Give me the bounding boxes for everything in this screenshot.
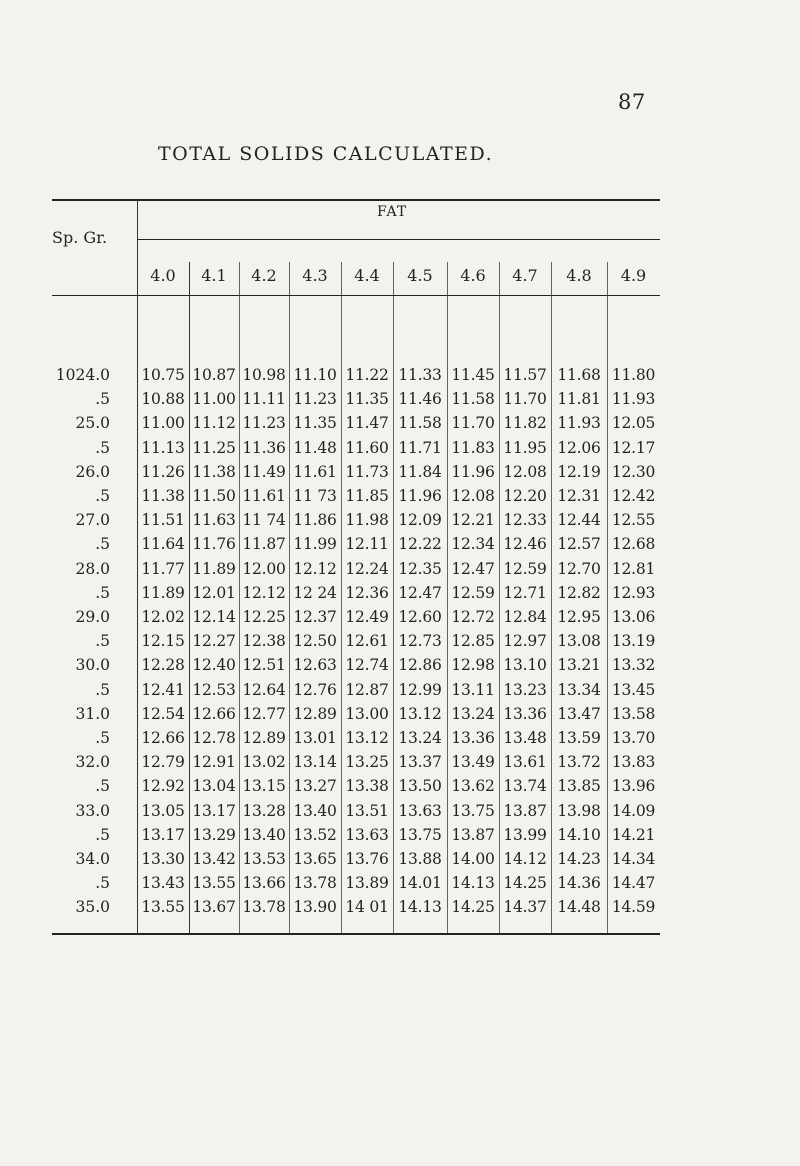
- page-number: 87: [618, 90, 646, 114]
- header-rule: [52, 295, 660, 296]
- table-cell: 12.61: [345, 632, 389, 651]
- table-cell: 11.83: [451, 438, 495, 457]
- table-cell: 14.36: [557, 874, 601, 893]
- sp-gr-value: .5: [95, 777, 110, 796]
- table-cell: 13.34: [557, 680, 601, 699]
- table-cell: 13.23: [503, 680, 547, 699]
- table-cell: 13.96: [611, 777, 656, 796]
- table-cell: 10.75: [141, 366, 185, 384]
- table-cell: 12.76: [293, 680, 337, 699]
- table-cell: 13.90: [293, 898, 337, 917]
- table-cell: 11.95: [503, 438, 547, 457]
- table-cell: 12 24: [293, 583, 337, 602]
- sp-gr-value: 28.0: [75, 559, 110, 578]
- table-cell: 13.74: [503, 777, 547, 796]
- table-cell: 12.72: [451, 608, 495, 626]
- sp-gr-value: .5: [95, 729, 110, 747]
- table-cell: 12.41: [141, 680, 185, 699]
- fat-column-header: 4.0: [150, 266, 176, 285]
- table-cell: 12.86: [398, 656, 442, 675]
- fat-column-header: 4.1: [201, 266, 227, 285]
- sp-gr-value: .5: [95, 680, 110, 699]
- table-cell: 11.57: [503, 366, 547, 384]
- table-cell: 13.72: [557, 753, 601, 772]
- table-cell: 12.51: [242, 656, 286, 675]
- table-cell: 11.98: [345, 511, 389, 530]
- table-cell: 11 73: [293, 487, 337, 505]
- table-cell: 12.89: [293, 704, 337, 723]
- table-cell: 12.82: [557, 583, 601, 602]
- table-cell: 14.23: [557, 850, 601, 868]
- table-cell: 13.06: [611, 608, 656, 626]
- table-cell: 11.82: [503, 414, 547, 433]
- bottom-rule: [52, 933, 660, 935]
- table-cell: 13.14: [293, 753, 337, 772]
- table-cell: 12.20: [503, 487, 547, 505]
- table-cell: 11.71: [398, 438, 442, 457]
- table-cell: 11.25: [192, 438, 236, 457]
- table-cell: 14.12: [503, 850, 547, 868]
- sp-gr-value: 26.0: [75, 462, 110, 481]
- table-cell: 11.11: [242, 390, 286, 409]
- table-cell: 14.25: [503, 874, 547, 893]
- table-cell: 13.76: [345, 850, 389, 868]
- table-cell: 12.22: [398, 535, 442, 554]
- fat-group-header: FAT: [377, 204, 408, 220]
- table-cell: 13.98: [557, 801, 601, 820]
- table-cell: 11.50: [192, 487, 236, 505]
- table-cell: 12.77: [242, 704, 286, 723]
- table-cell: 12.35: [398, 559, 442, 578]
- table-cell: 13.59: [557, 729, 601, 747]
- table-cell: 13.15: [242, 777, 286, 796]
- table-cell: 11.23: [242, 414, 286, 433]
- table-cell: 11.35: [293, 414, 337, 433]
- table-cell: 14.01: [398, 874, 442, 893]
- sp-gr-value: .5: [95, 438, 110, 457]
- table-cell: 12.08: [451, 487, 495, 505]
- table-cell: 12.91: [192, 753, 236, 772]
- table-cell: 12.57: [557, 535, 601, 554]
- table-cell: 11.81: [557, 390, 601, 409]
- table-cell: 12.89: [242, 729, 286, 747]
- table-cell: 12.36: [345, 583, 389, 602]
- table-cell: 11.86: [293, 511, 337, 530]
- table-cell: 13.55: [141, 898, 185, 917]
- table-cell: 11.77: [141, 559, 185, 578]
- page-title: TOTAL SOLIDS CALCULATED.: [158, 143, 494, 165]
- table-cell: 13.89: [345, 874, 389, 893]
- table-cell: 13.36: [451, 729, 495, 747]
- table-cell: 12.74: [345, 656, 389, 675]
- table-cell: 11.38: [192, 462, 236, 481]
- sp-gr-value: .5: [95, 390, 110, 409]
- table-cell: 13.08: [557, 632, 601, 651]
- table-cell: 12.00: [242, 559, 286, 578]
- table-cell: 12.27: [192, 632, 236, 651]
- table-cell: 11.61: [242, 487, 286, 505]
- table-cell: 12.19: [557, 462, 601, 481]
- table-cell: 12.50: [293, 632, 337, 651]
- table-cell: 11.70: [451, 414, 495, 433]
- table-cell: 13.85: [557, 777, 601, 796]
- table-cell: 12.73: [398, 632, 442, 651]
- table-cell: 13.48: [503, 729, 547, 747]
- table-cell: 13.55: [192, 874, 236, 893]
- table-cell: 12.12: [293, 559, 337, 578]
- table-cell: 11.00: [192, 390, 236, 409]
- table-cell: 12.66: [141, 729, 185, 747]
- table-cell: 13.88: [398, 850, 442, 868]
- sp-gr-value: .5: [95, 583, 110, 602]
- table-cell: 11.68: [557, 366, 601, 384]
- sp-gr-value: 32.0: [75, 753, 110, 772]
- table-cell: 14.10: [557, 825, 601, 844]
- sp-gr-value: .5: [95, 825, 110, 844]
- sp-gr-value: 35.0: [75, 898, 110, 917]
- table-cell: 12.46: [503, 535, 547, 554]
- table-cell: 10.88: [141, 390, 185, 409]
- table-cell: 11 74: [242, 511, 286, 530]
- table-cell: 12.08: [503, 462, 547, 481]
- table-cell: 13.12: [345, 729, 389, 747]
- table-cell: 11.64: [141, 535, 185, 554]
- table-cell: 13.50: [398, 777, 442, 796]
- table-cell: 12.53: [192, 680, 236, 699]
- table-cell: 14.59: [611, 898, 656, 917]
- table-cell: 12.01: [192, 583, 236, 602]
- table-cell: 11.35: [345, 390, 389, 409]
- table-cell: 13.42: [192, 850, 236, 868]
- table-cell: 12.98: [451, 656, 495, 675]
- sp-gr-value: 33.0: [75, 801, 110, 820]
- sp-gr-value: 30.0: [75, 656, 110, 675]
- table-cell: 13.24: [451, 704, 495, 723]
- fat-column-header: 4.5: [407, 266, 433, 285]
- table-cell: 13.43: [141, 874, 185, 893]
- table-cell: 13.52: [293, 825, 337, 844]
- table-cell: 13.99: [503, 825, 547, 844]
- table-cell: 12.93: [611, 583, 656, 602]
- table-cell: 11.26: [141, 462, 185, 481]
- table-cell: 13.87: [451, 825, 495, 844]
- table-cell: 13.19: [611, 632, 656, 651]
- sp-gr-value: 27.0: [75, 511, 110, 530]
- table-cell: 12.28: [141, 656, 185, 675]
- top-rule: [52, 199, 660, 201]
- table-cell: 13.25: [345, 753, 389, 772]
- fat-column-header: 4.3: [302, 266, 328, 285]
- table-cell: 12.37: [293, 608, 337, 626]
- table-cell: 11.93: [611, 390, 656, 409]
- sp-gr-header: Sp. Gr.: [52, 228, 108, 247]
- table-cell: 11.70: [503, 390, 547, 409]
- table-cell: 13.10: [503, 656, 547, 675]
- table-cell: 12.85: [451, 632, 495, 651]
- table-cell: 11.73: [345, 462, 389, 481]
- sp-gr-value: 1024.0: [55, 366, 110, 384]
- table-cell: 13.00: [345, 704, 389, 723]
- table-cell: 13.40: [293, 801, 337, 820]
- table-cell: 11.60: [345, 438, 389, 457]
- table-cell: 13.29: [192, 825, 236, 844]
- table-cell: 11.13: [141, 438, 185, 457]
- table-cell: 13.75: [451, 801, 495, 820]
- table-cell: 14.47: [611, 874, 656, 893]
- table-cell: 12.30: [611, 462, 656, 481]
- table-cell: 13.47: [557, 704, 601, 723]
- table-cell: 13.75: [398, 825, 442, 844]
- table-cell: 12.33: [503, 511, 547, 530]
- table-cell: 13.65: [293, 850, 337, 868]
- table-cell: 14.00: [451, 850, 495, 868]
- fat-column-header: 4.4: [354, 266, 380, 285]
- table-cell: 12.02: [141, 608, 185, 626]
- table-cell: 11.84: [398, 462, 442, 481]
- table-cell: 14.25: [451, 898, 495, 917]
- table-cell: 11.96: [451, 462, 495, 481]
- table-cell: 12.14: [192, 608, 236, 626]
- sp-gr-value: .5: [95, 487, 110, 505]
- sp-gr-value: .5: [95, 632, 110, 651]
- table-cell: 14.09: [611, 801, 656, 820]
- table-cell: 12.79: [141, 753, 185, 772]
- table-cell: 11.89: [141, 583, 185, 602]
- table-cell: 13.51: [345, 801, 389, 820]
- table-cell: 10.87: [192, 366, 236, 384]
- table-cell: 13.78: [293, 874, 337, 893]
- table-cell: 12.17: [611, 438, 656, 457]
- table-cell: 14.21: [611, 825, 656, 844]
- table-cell: 12.60: [398, 608, 442, 626]
- table-cell: 12.09: [398, 511, 442, 530]
- table-cell: 11.23: [293, 390, 337, 409]
- table-cell: 12.71: [503, 583, 547, 602]
- table-cell: 11.48: [293, 438, 337, 457]
- table-cell: 13.28: [242, 801, 286, 820]
- table-cell: 12.21: [451, 511, 495, 530]
- table-cell: 12.25: [242, 608, 286, 626]
- table-cell: 11.33: [398, 366, 442, 384]
- table-cell: 13.87: [503, 801, 547, 820]
- table-cell: 12.70: [557, 559, 601, 578]
- table-cell: 12.87: [345, 680, 389, 699]
- sp-gr-value: 31.0: [75, 704, 110, 723]
- table-cell: 12.47: [451, 559, 495, 578]
- table-cell: 12.84: [503, 608, 547, 626]
- table-cell: 12.68: [611, 535, 656, 554]
- table-cell: 13.36: [503, 704, 547, 723]
- table-cell: 12.99: [398, 680, 442, 699]
- table-cell: 11.10: [293, 366, 337, 384]
- table-cell: 11.99: [293, 535, 337, 554]
- table-cell: 12.31: [557, 487, 601, 505]
- table-cell: 13.83: [611, 753, 656, 772]
- table-cell: 13.30: [141, 850, 185, 868]
- table-cell: 12.05: [611, 414, 656, 433]
- table-cell: 12.64: [242, 680, 286, 699]
- table-cell: 13.63: [398, 801, 442, 820]
- table-cell: 12.55: [611, 511, 656, 530]
- table-cell: 12.15: [141, 632, 185, 651]
- table-cell: 13.05: [141, 801, 185, 820]
- table-cell: 12.34: [451, 535, 495, 554]
- table-cell: 11.49: [242, 462, 286, 481]
- table-cell: 13.58: [611, 704, 656, 723]
- table-cell: 11.22: [345, 366, 389, 384]
- table-cell: 12.38: [242, 632, 286, 651]
- table-cell: 13.37: [398, 753, 442, 772]
- fat-rule: [137, 239, 660, 240]
- table-cell: 11.93: [557, 414, 601, 433]
- table-cell: 13.17: [192, 801, 236, 820]
- table-cell: 11.46: [398, 390, 442, 409]
- table-cell: 12.59: [451, 583, 495, 602]
- table-cell: 13.70: [611, 729, 656, 747]
- fat-column-header: 4.9: [620, 266, 647, 285]
- table-cell: 12.11: [345, 535, 389, 554]
- table-cell: 12.95: [557, 608, 601, 626]
- table-cell: 13.11: [451, 680, 495, 699]
- table-cell: 13.53: [242, 850, 286, 868]
- table-cell: 13.45: [611, 680, 656, 699]
- table-cell: 12.24: [345, 559, 389, 578]
- table-cell: 13.66: [242, 874, 286, 893]
- fat-column-header: 4.7: [512, 266, 538, 285]
- table-cell: 14.48: [557, 898, 601, 917]
- table-cell: 11.80: [611, 366, 656, 384]
- table-cell: 11.85: [345, 487, 389, 505]
- table-cell: 13.04: [192, 777, 236, 796]
- table-cell: 14 01: [345, 898, 389, 917]
- sp-gr-value: 29.0: [75, 608, 110, 626]
- table-cell: 11.63: [192, 511, 236, 530]
- table-cell: 13.49: [451, 753, 495, 772]
- table-cell: 11.89: [192, 559, 236, 578]
- fat-column-header: 4.6: [460, 266, 486, 285]
- table-cell: 12.97: [503, 632, 547, 651]
- table-cell: 13.01: [293, 729, 337, 747]
- table-cell: 12.66: [192, 704, 236, 723]
- table-cell: 13.38: [345, 777, 389, 796]
- table-cell: 12.44: [557, 511, 601, 530]
- table-cell: 12.42: [611, 487, 656, 505]
- table-cell: 11.36: [242, 438, 286, 457]
- table-cell: 13.32: [611, 656, 656, 675]
- table-cell: 12.40: [192, 656, 236, 675]
- table-cell: 12.12: [242, 583, 286, 602]
- table-cell: 13.78: [242, 898, 286, 917]
- table-cell: 13.67: [192, 898, 236, 917]
- table-cell: 11.12: [192, 414, 236, 433]
- sp-gr-value: .5: [95, 535, 110, 554]
- table-cell: 12.59: [503, 559, 547, 578]
- table-cell: 12.81: [611, 559, 656, 578]
- table-cell: 11.96: [398, 487, 442, 505]
- table-cell: 11.76: [192, 535, 236, 554]
- table-cell: 11.58: [398, 414, 442, 433]
- table-cell: 10.98: [242, 366, 286, 384]
- table-cell: 11.45: [451, 366, 495, 384]
- table-cell: 13.40: [242, 825, 286, 844]
- table-cell: 11.58: [451, 390, 495, 409]
- table-cell: 12.54: [141, 704, 185, 723]
- table-cell: 13.21: [557, 656, 601, 675]
- table-cell: 11.61: [293, 462, 337, 481]
- table-cell: 13.24: [398, 729, 442, 747]
- table-cell: 12.78: [192, 729, 236, 747]
- fat-column-header: 4.8: [566, 266, 592, 285]
- fat-column-header: 4.2: [251, 266, 277, 285]
- table-cell: 13.17: [141, 825, 185, 844]
- table-cell: 14.34: [611, 850, 656, 868]
- table-cell: 13.61: [503, 753, 547, 772]
- table-cell: 12.63: [293, 656, 337, 675]
- table-cell: 12.47: [398, 583, 442, 602]
- table-cell: 12.49: [345, 608, 389, 626]
- table-cell: 12.06: [557, 438, 601, 457]
- table-cell: 13.02: [242, 753, 286, 772]
- table-cell: 11.38: [141, 487, 185, 505]
- sp-gr-value: .5: [95, 874, 110, 893]
- table-cell: 14.13: [398, 898, 442, 917]
- table-cell: 13.12: [398, 704, 442, 723]
- sp-gr-value: 25.0: [75, 414, 110, 433]
- table-cell: 13.27: [293, 777, 337, 796]
- table-cell: 13.62: [451, 777, 495, 796]
- table-cell: 11.00: [141, 414, 185, 433]
- sp-gr-value: 34.0: [75, 850, 110, 868]
- table-cell: 11.47: [345, 414, 389, 433]
- table-cell: 13.63: [345, 825, 389, 844]
- table-cell: 11.87: [242, 535, 286, 554]
- table-cell: 11.51: [141, 511, 185, 530]
- table-cell: 12.92: [141, 777, 185, 796]
- table-cell: 14.37: [503, 898, 547, 917]
- table-cell: 14.13: [451, 874, 495, 893]
